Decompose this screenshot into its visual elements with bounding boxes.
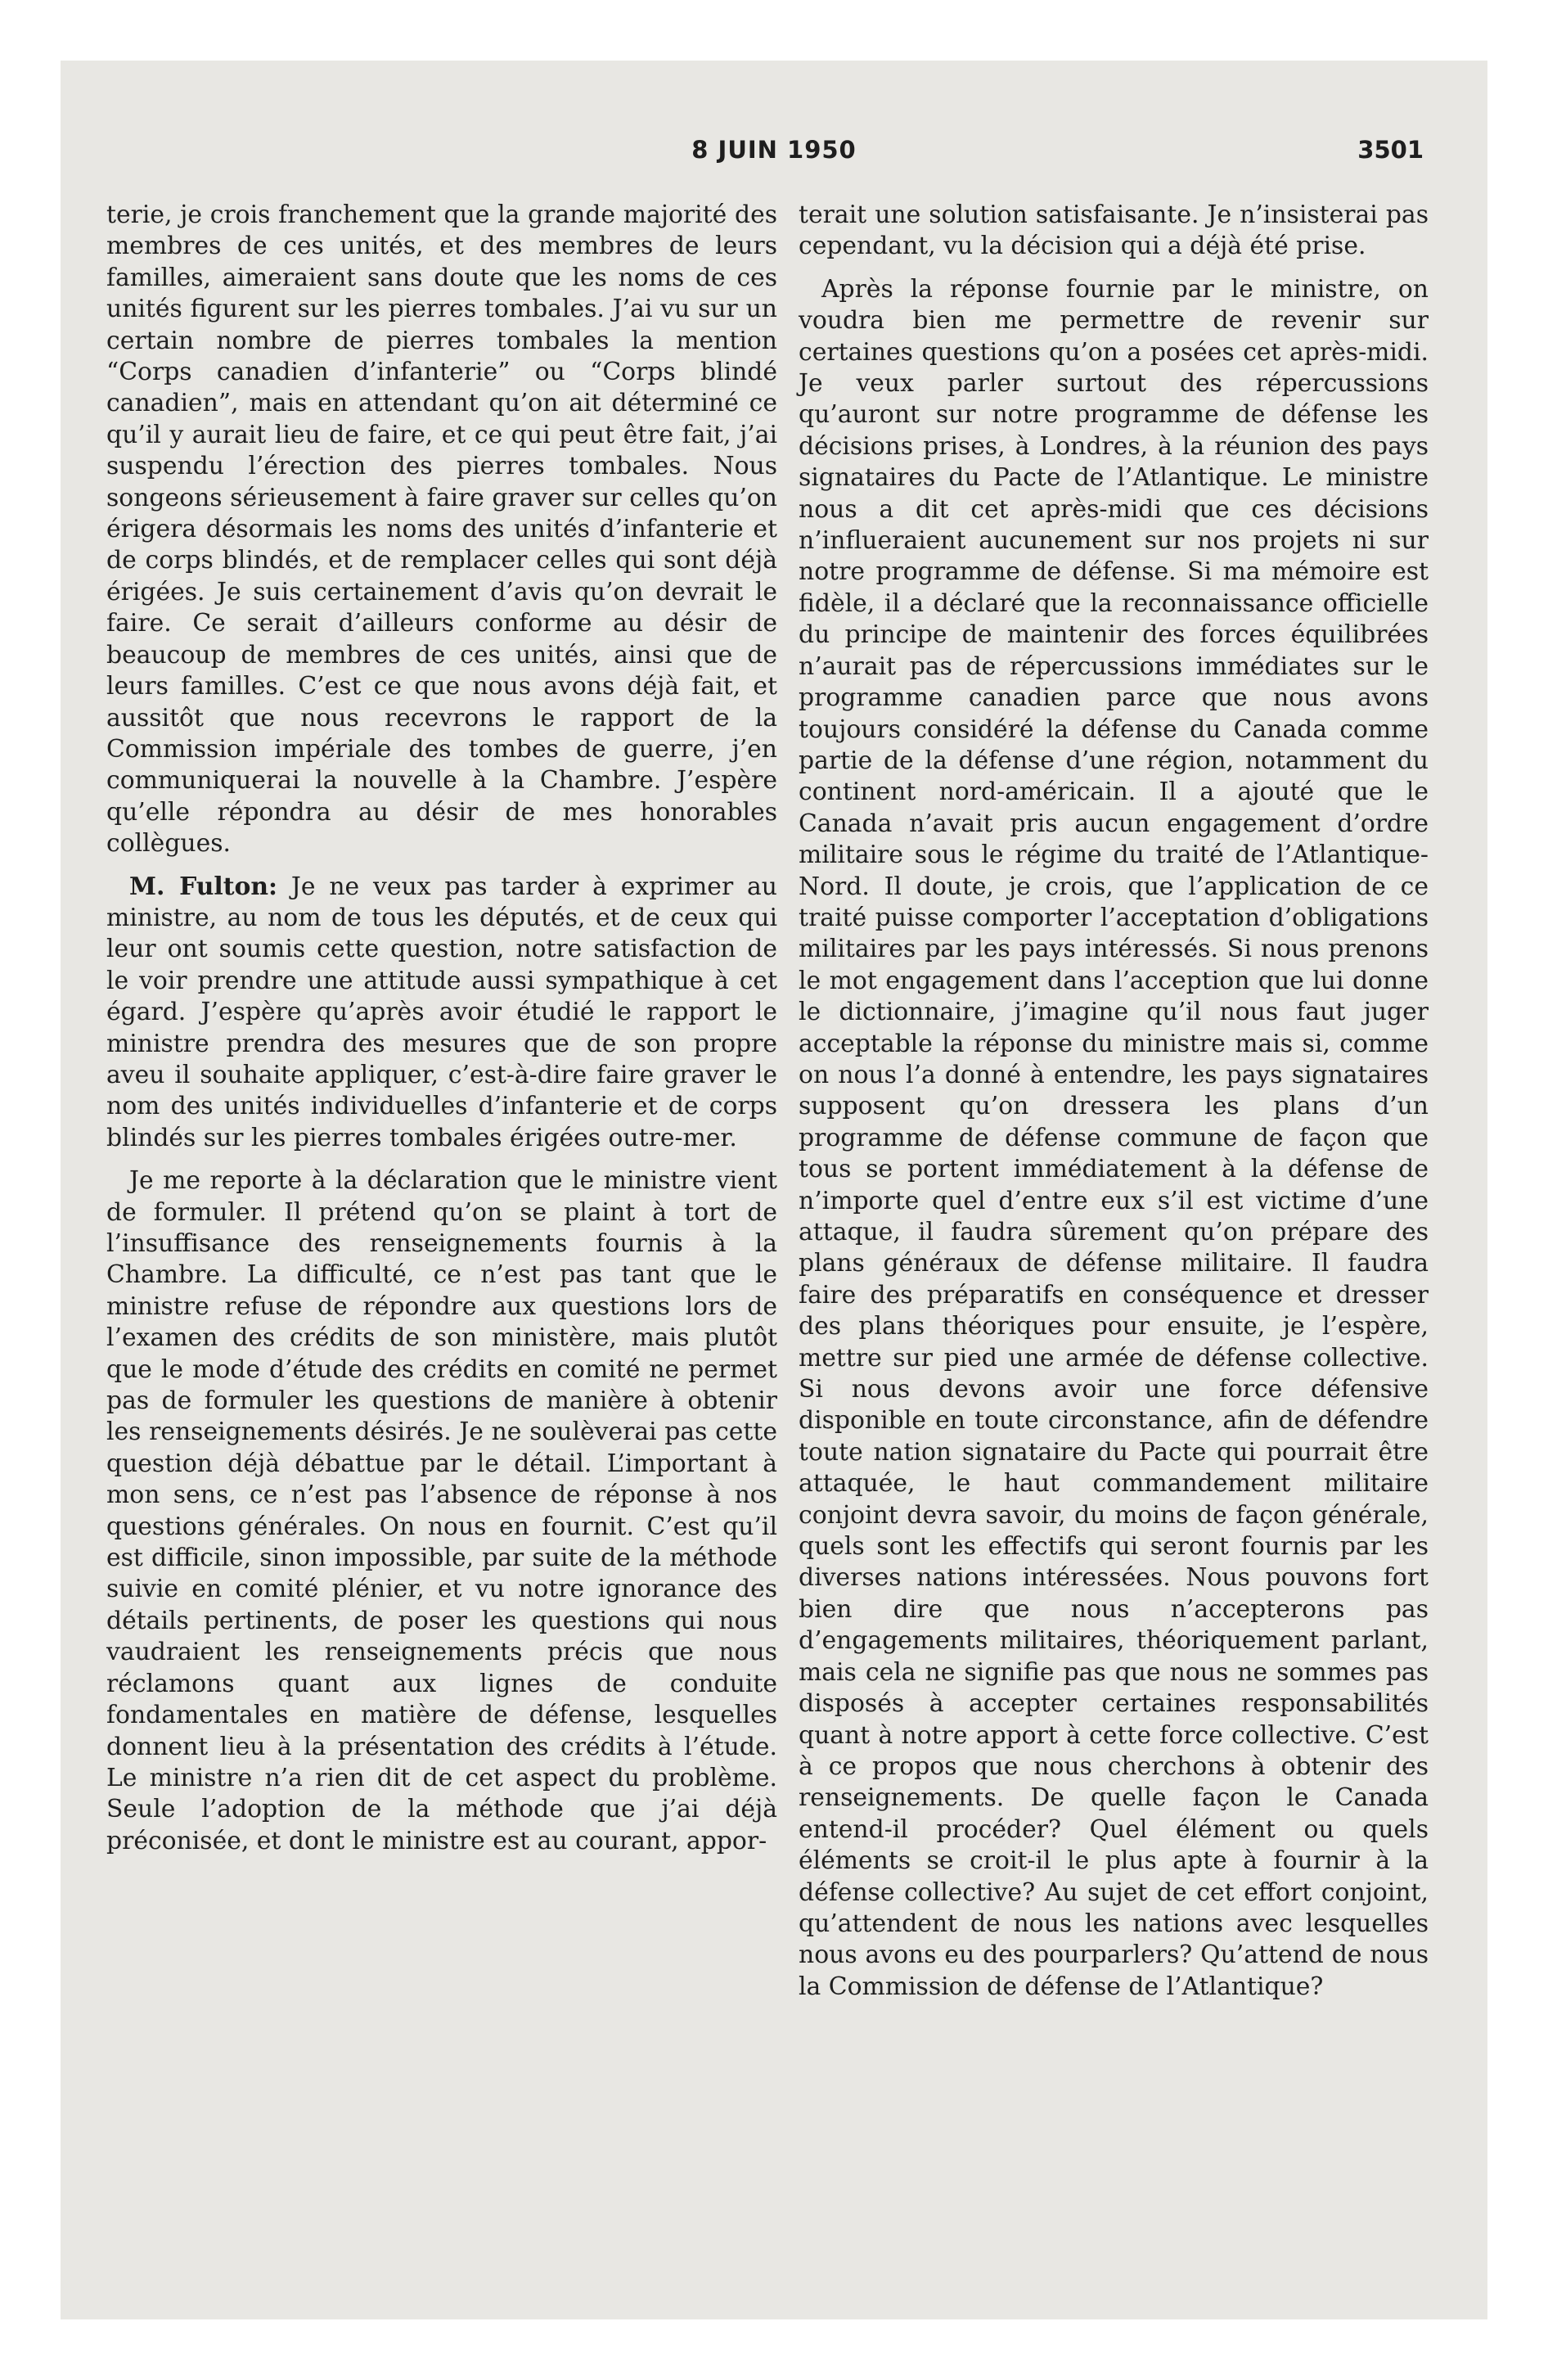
left-column (106, 200, 777, 1868)
paragraph-5: Après la réponse fournie par le ministre, on voudra bien me permettre de revenir sur certaines questions qu’on a posées cet après-midi. Je veux parler surtout des répercussions qu’auront sur notre programme de défense les décisions prises, à Londres, à la réunion des pays signataires du Pacte de l’Atlantique. Le ministre nous a dit cet après-midi que ces décisions n’influeraient aucunement sur nos projets ni sur notre programme de défense. Si ma mémoire est fidèle, il a déclaré que la reconnaissance officielle du principe de maintenir des forces équilibrées n’aurait pas de répercussions immédiates sur le programme canadien parce que nous avons toujours considéré la défense du Canada comme partie de la défense d’une région, notamment du continent nord-américain. Il a ajouté que le Canada n’avait pris aucun engagement d’ordre militaire sous le régime du traité de l’Atlantique-Nord. Il doute, je crois, que l’application de ce traité puisse comporter l’acceptation d’obligations militaires par les pays intéressés. Si nous prenons le mot engagement dans l’acception que lui donne le dictionnaire, j’imagine qu’il nous faut juger acceptable la réponse du ministre mais si, comme on nous l’a donné à entendre, les pays signataires supposent qu’on dressera les plans d’un programme de défense commune de façon que tous se portent immédiatement à la défense de n’importe quel d’entre eux s’il est victime d’une attaque, il faudra sûrement qu’on prépare des plans généraux de défense militaire. Il faudra faire des préparatifs en conséquence et dresser des plans théoriques pour ensuite, je l’espère, mettre sur pied une armée de défense collective. Si nous devons avoir une force défensive disponible en toute circonstance, afin de défendre toute nation signataire du Pacte qui pourrait être attaquée, le haut commandement militaire conjoint devra savoir, du moins de façon générale, quels sont les effectifs qui seront fournis par les diverses nations intéressées. Nous pouvons fort bien dire que nous n’accepterons pas d’engagements militaires, théoriquement parlant, mais cela ne signifie pas que nous ne sommes pas disposés à accepter certaines responsabilités quant à notre apport à cette force collective. C’est à ce propos que nous cherchons à obtenir des renseignements. De quelle façon le Canada entend-il procéder? Quel élément ou quels éléments se croit-il le plus apte à fournir à la défense collective? Au sujet de cet effort conjoint, qu’attendent de nous les nations avec lesquelles nous avons eu des pourparlers? Qu’attend de nous la Commission de défense de l’Atlantique? (799, 274, 1429, 2001)
paragraph-2 (106, 872, 777, 1155)
speaker-name: M. Fulton: (129, 872, 278, 901)
paragraph-1: terie, je crois franchement que la grande majorité des membres de ces unités, et des membres de leurs familles, aimeraient sans doute que les noms de ces unités figurent sur les pierres tombales. J’ai vu sur un certain nombre de pierres tombales la mention “Corps canadien d’infanterie” ou “Corps blindé canadien”, mais en attendant qu’on ait déterminé ce qu’il y aurait lieu de faire, et ce qui peut être fait, j’ai suspendu l’érection des pierres tombales. Nous songeons sérieusement à faire graver sur celles qu’on érigera désormais les noms des unités d’infanterie et de corps blindés, et de remplacer celles qui sont déjà érigées. Je suis certainement d’avis qu’on devrait le faire. Ce serait d’ailleurs conforme au désir de beaucoup de membres de ces unités, ainsi que de leurs familles. C’est ce que nous avons déjà fait, et aussitôt que nous recevrons le rapport de la Commission impériale des tombes de guerre, j’en communiquerai la nouvelle à la Chambre. J’espère qu’elle répondra au désir de mes honorables collègues. (106, 201, 777, 859)
right-column (799, 200, 1429, 2014)
document-page (61, 61, 1487, 2319)
page-header (61, 136, 1487, 185)
speaker-text: Je ne veux pas tarder à exprimer au ministre, au nom de tous les députés, et de ceux qui leur ont soumis cette question, notre satisfaction de le voir prendre une attitude aussi sympathique à cet égard. J’espère qu’après avoir étudié le rapport le ministre prendra des mesures que de son propre aveu il souhaite appliquer, c’est-à-dire faire graver le nom des unités individuelles d’infanterie et de corps blindés sur les pierres tombales érigées outre-mer. (106, 872, 777, 1152)
paragraph-3: Je me reporte à la déclaration que le ministre vient de formuler. Il prétend qu’on se plaint à tort de l’insuffisance des renseignements fournis à la Chambre. La difficulté, ce n’est pas tant que le ministre refuse de répondre aux questions lors de l’examen des crédits de son ministère, mais plutôt que le mode d’étude des crédits en comité ne permet pas de formuler les questions de manière à obtenir les renseignements désirés. Je ne soulèverai pas cette question déjà débattue par le détail. L’important à mon sens, ce n’est pas l’absence de réponse à nos questions générales. On nous en fournit. C’est qu’il est difficile, sinon impossible, par suite de la méthode suivie en comité plénier, et vu notre ignorance des détails pertinents, de poser les questions qui nous vaudraient les renseignements précis que nous réclamons quant aux lignes de conduite fondamentales en matière de défense, lesquelles donnent lieu à la présentation des crédits à l’étude. Le ministre n’a rien dit de cet aspect du problème. Seule l’adoption de la méthode que j’ai déjà préconisée, et dont le ministre est au courant, appor- (106, 1166, 777, 1855)
page-number: 3501 (1357, 136, 1424, 164)
paragraph-4: terait une solution satisfaisante. Je n’insisterai pas cependant, vu la décision qui a déjà été prise. (799, 201, 1429, 261)
header-date: 8 JUIN 1950 (691, 136, 857, 164)
